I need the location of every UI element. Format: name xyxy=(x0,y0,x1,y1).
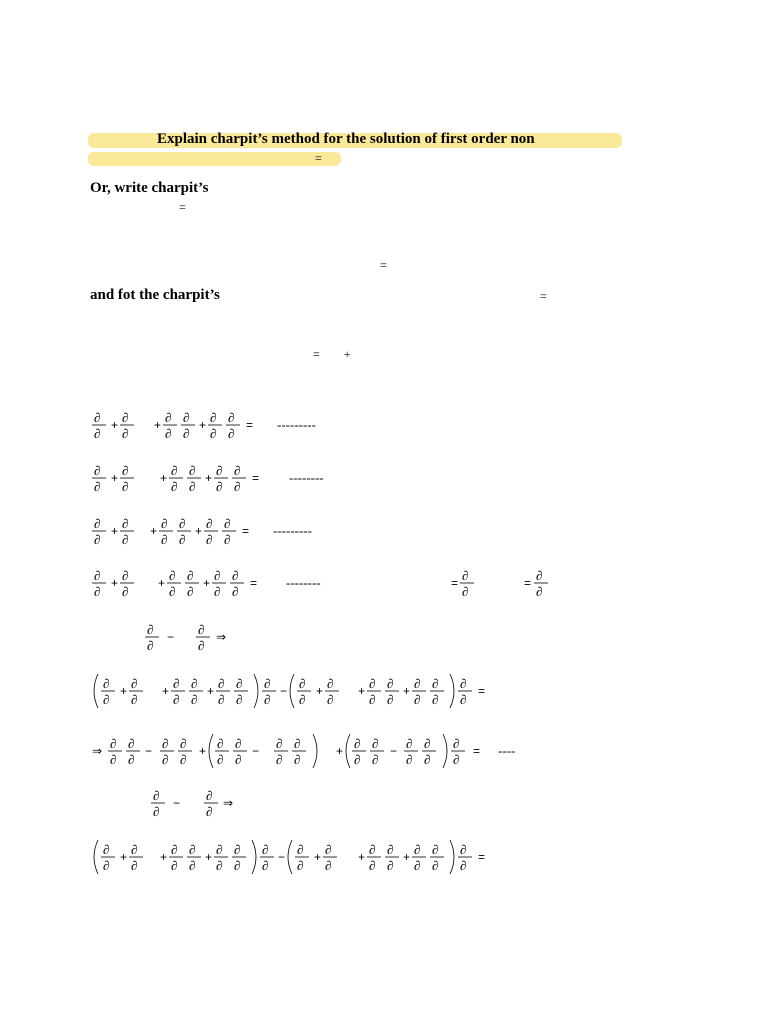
partial-numerator: ∂ xyxy=(103,842,110,857)
partial-numerator: ∂ xyxy=(122,410,129,425)
partial-denominator: ∂ xyxy=(299,692,306,707)
right-paren xyxy=(252,840,256,874)
partial-denominator: ∂ xyxy=(147,638,154,653)
equals-sign: = xyxy=(524,576,532,590)
equals-sign: = xyxy=(478,684,486,698)
partial-numerator: ∂ xyxy=(147,622,154,637)
partial-numerator: ∂ xyxy=(228,410,235,425)
partial-denominator: ∂ xyxy=(460,858,467,873)
partial-numerator: ∂ xyxy=(325,842,332,857)
partial-numerator: ∂ xyxy=(94,568,101,583)
dashed-separator: --------- xyxy=(273,523,312,538)
partial-denominator: ∂ xyxy=(187,584,194,599)
partial-denominator: ∂ xyxy=(161,532,168,547)
partial-numerator: ∂ xyxy=(128,736,135,751)
partial-numerator: ∂ xyxy=(460,676,467,691)
partial-denominator: ∂ xyxy=(128,752,135,767)
partial-denominator: ∂ xyxy=(228,426,235,441)
right-paren xyxy=(313,734,317,768)
partial-denominator: ∂ xyxy=(216,858,223,873)
plus-sign: + xyxy=(199,418,207,432)
plus-sign: + xyxy=(150,524,158,538)
partial-denominator: ∂ xyxy=(122,532,129,547)
partial-numerator: ∂ xyxy=(153,788,160,803)
or-equals: = xyxy=(179,200,186,214)
partial-denominator: ∂ xyxy=(122,426,129,441)
partial-denominator: ∂ xyxy=(460,692,467,707)
partial-denominator: ∂ xyxy=(94,479,101,494)
partial-numerator: ∂ xyxy=(198,622,205,637)
partial-numerator: ∂ xyxy=(187,568,194,583)
partial-denominator: ∂ xyxy=(179,532,186,547)
partial-denominator: ∂ xyxy=(297,858,304,873)
partial-numerator: ∂ xyxy=(536,568,543,583)
partial-numerator: ∂ xyxy=(165,410,172,425)
partial-denominator: ∂ xyxy=(432,858,439,873)
question-equals: = xyxy=(315,151,322,165)
equals-sign: = xyxy=(451,576,459,590)
plus-sign: + xyxy=(120,850,128,864)
partial-numerator: ∂ xyxy=(432,676,439,691)
partial-numerator: ∂ xyxy=(327,676,334,691)
plus-sign: + xyxy=(160,850,168,864)
partial-denominator: ∂ xyxy=(432,692,439,707)
partial-denominator: ∂ xyxy=(536,584,543,599)
partial-numerator: ∂ xyxy=(369,676,376,691)
partial-denominator: ∂ xyxy=(198,638,205,653)
partial-denominator: ∂ xyxy=(262,858,269,873)
equals-sign: = xyxy=(250,576,258,590)
plus-sign: + xyxy=(205,471,213,485)
left-paren xyxy=(94,674,98,708)
partial-denominator: ∂ xyxy=(103,858,110,873)
mid-equals: = xyxy=(380,258,387,272)
plus-sign: + xyxy=(111,418,119,432)
partial-denominator: ∂ xyxy=(236,692,243,707)
plus-sign: + xyxy=(203,576,211,590)
partial-denominator: ∂ xyxy=(122,584,129,599)
plus-sign: + xyxy=(154,418,162,432)
partial-numerator: ∂ xyxy=(103,676,110,691)
partial-denominator: ∂ xyxy=(369,692,376,707)
partial-denominator: ∂ xyxy=(210,426,217,441)
partial-numerator: ∂ xyxy=(262,842,269,857)
partial-numerator: ∂ xyxy=(162,736,169,751)
minus-sign: − xyxy=(280,684,288,698)
dashed-separator: ---- xyxy=(498,743,516,758)
dashed-separator: -------- xyxy=(286,575,321,590)
plus-sign: + xyxy=(314,850,322,864)
partial-denominator: ∂ xyxy=(453,752,460,767)
minus-sign: − xyxy=(278,850,286,864)
partial-denominator: ∂ xyxy=(216,479,223,494)
partial-denominator: ∂ xyxy=(235,752,242,767)
equals-sign: = xyxy=(478,850,486,864)
partial-numerator: ∂ xyxy=(236,676,243,691)
minus-sign: − xyxy=(167,630,175,644)
right-paren xyxy=(443,734,447,768)
partial-denominator: ∂ xyxy=(354,752,361,767)
question-title: Explain charpit’s method for the solution of first order non xyxy=(157,131,535,147)
partial-denominator: ∂ xyxy=(264,692,271,707)
equals-sign: = xyxy=(242,524,250,538)
partial-numerator: ∂ xyxy=(179,516,186,531)
partial-denominator: ∂ xyxy=(214,584,221,599)
partial-denominator: ∂ xyxy=(165,426,172,441)
partial-numerator: ∂ xyxy=(234,842,241,857)
partial-numerator: ∂ xyxy=(276,736,283,751)
plus-sign: + xyxy=(336,744,344,758)
partial-denominator: ∂ xyxy=(94,584,101,599)
plus-sign: + xyxy=(158,576,166,590)
partial-denominator: ∂ xyxy=(372,752,379,767)
partial-numerator: ∂ xyxy=(453,736,460,751)
plus-sign: + xyxy=(358,684,366,698)
partial-numerator: ∂ xyxy=(206,516,213,531)
partial-denominator: ∂ xyxy=(110,752,117,767)
plus-sign: + xyxy=(160,471,168,485)
partial-denominator: ∂ xyxy=(294,752,301,767)
or-heading: Or, write charpit’s xyxy=(90,180,209,196)
implies-arrow: ⇒ xyxy=(92,744,103,758)
partial-denominator: ∂ xyxy=(162,752,169,767)
partial-denominator: ∂ xyxy=(327,692,334,707)
partial-numerator: ∂ xyxy=(131,676,138,691)
partial-denominator: ∂ xyxy=(406,752,413,767)
partial-denominator: ∂ xyxy=(171,479,178,494)
partial-denominator: ∂ xyxy=(191,692,198,707)
minus-sign: − xyxy=(173,796,181,810)
partial-numerator: ∂ xyxy=(171,463,178,478)
partial-denominator: ∂ xyxy=(369,858,376,873)
partial-numerator: ∂ xyxy=(169,568,176,583)
partial-numerator: ∂ xyxy=(414,676,421,691)
partial-numerator: ∂ xyxy=(372,736,379,751)
plus-sign: + xyxy=(207,684,215,698)
partial-denominator: ∂ xyxy=(232,584,239,599)
minus-sign: − xyxy=(145,744,153,758)
left-paren xyxy=(94,840,98,874)
partial-numerator: ∂ xyxy=(432,842,439,857)
plus-sign: + xyxy=(199,744,207,758)
partial-numerator: ∂ xyxy=(406,736,413,751)
partial-denominator: ∂ xyxy=(180,752,187,767)
partial-denominator: ∂ xyxy=(234,858,241,873)
partial-numerator: ∂ xyxy=(131,842,138,857)
equals-sign: = xyxy=(473,744,481,758)
partial-denominator: ∂ xyxy=(217,752,224,767)
implies-arrow: ⇒ xyxy=(223,796,234,810)
dashed-separator: -------- xyxy=(289,470,324,485)
partial-denominator: ∂ xyxy=(153,804,160,819)
partial-denominator: ∂ xyxy=(218,692,225,707)
equals-sign: = xyxy=(252,471,260,485)
partial-denominator: ∂ xyxy=(94,426,101,441)
partial-numerator: ∂ xyxy=(189,842,196,857)
equals-sign: = xyxy=(246,418,254,432)
minus-sign: − xyxy=(390,744,398,758)
partial-numerator: ∂ xyxy=(264,676,271,691)
plus-sign: + xyxy=(111,524,119,538)
right-paren xyxy=(450,840,454,874)
partial-numerator: ∂ xyxy=(110,736,117,751)
partial-denominator: ∂ xyxy=(131,858,138,873)
partial-numerator: ∂ xyxy=(94,463,101,478)
partial-numerator: ∂ xyxy=(297,842,304,857)
partial-denominator: ∂ xyxy=(325,858,332,873)
plus-sign: + xyxy=(162,684,170,698)
partial-denominator: ∂ xyxy=(414,858,421,873)
partial-numerator: ∂ xyxy=(189,463,196,478)
partial-numerator: ∂ xyxy=(122,463,129,478)
partial-numerator: ∂ xyxy=(180,736,187,751)
partial-denominator: ∂ xyxy=(206,804,213,819)
plus-sign: + xyxy=(111,471,119,485)
partial-numerator: ∂ xyxy=(369,842,376,857)
partial-numerator: ∂ xyxy=(191,676,198,691)
partial-denominator: ∂ xyxy=(224,532,231,547)
partial-numerator: ∂ xyxy=(122,516,129,531)
plus-sign: + xyxy=(205,850,213,864)
right-paren xyxy=(254,674,258,708)
partial-numerator: ∂ xyxy=(299,676,306,691)
partial-denominator: ∂ xyxy=(276,752,283,767)
partial-denominator: ∂ xyxy=(183,426,190,441)
plus-sign: + xyxy=(316,684,324,698)
partial-denominator: ∂ xyxy=(387,692,394,707)
partial-denominator: ∂ xyxy=(189,479,196,494)
left-paren xyxy=(290,674,294,708)
left-paren xyxy=(288,840,292,874)
plus-sign: + xyxy=(403,850,411,864)
partial-numerator: ∂ xyxy=(210,410,217,425)
partial-denominator: ∂ xyxy=(94,532,101,547)
partial-numerator: ∂ xyxy=(94,516,101,531)
plus-sign: + xyxy=(195,524,203,538)
partial-numerator: ∂ xyxy=(173,676,180,691)
partial-denominator: ∂ xyxy=(122,479,129,494)
dz-equation: = + xyxy=(313,347,351,361)
partial-numerator: ∂ xyxy=(224,516,231,531)
partial-denominator: ∂ xyxy=(206,532,213,547)
partial-numerator: ∂ xyxy=(460,842,467,857)
left-paren xyxy=(346,734,350,768)
partial-denominator: ∂ xyxy=(171,858,178,873)
partial-denominator: ∂ xyxy=(462,584,469,599)
partial-denominator: ∂ xyxy=(387,858,394,873)
partial-numerator: ∂ xyxy=(216,842,223,857)
partial-numerator: ∂ xyxy=(171,842,178,857)
partial-numerator: ∂ xyxy=(161,516,168,531)
partial-numerator: ∂ xyxy=(424,736,431,751)
implies-arrow: ⇒ xyxy=(216,630,227,644)
plus-sign: + xyxy=(120,684,128,698)
partial-numerator: ∂ xyxy=(387,842,394,857)
plus-sign: + xyxy=(358,850,366,864)
partial-numerator: ∂ xyxy=(214,568,221,583)
partial-denominator: ∂ xyxy=(424,752,431,767)
partial-numerator: ∂ xyxy=(94,410,101,425)
partial-numerator: ∂ xyxy=(294,736,301,751)
partial-numerator: ∂ xyxy=(354,736,361,751)
partial-numerator: ∂ xyxy=(414,842,421,857)
partial-numerator: ∂ xyxy=(183,410,190,425)
partial-denominator: ∂ xyxy=(103,692,110,707)
partial-denominator: ∂ xyxy=(414,692,421,707)
right-paren xyxy=(450,674,454,708)
partial-numerator: ∂ xyxy=(216,463,223,478)
partial-numerator: ∂ xyxy=(206,788,213,803)
minus-sign: − xyxy=(252,744,260,758)
and-equals: = xyxy=(540,289,547,303)
partial-numerator: ∂ xyxy=(232,568,239,583)
partial-numerator: ∂ xyxy=(387,676,394,691)
left-paren xyxy=(209,734,213,768)
and-heading: and fot the charpit’s xyxy=(90,287,220,303)
plus-sign: + xyxy=(111,576,119,590)
partial-denominator: ∂ xyxy=(234,479,241,494)
partial-numerator: ∂ xyxy=(122,568,129,583)
partial-numerator: ∂ xyxy=(234,463,241,478)
dashed-separator: --------- xyxy=(277,417,316,432)
partial-denominator: ∂ xyxy=(189,858,196,873)
partial-numerator: ∂ xyxy=(217,736,224,751)
partial-numerator: ∂ xyxy=(218,676,225,691)
partial-denominator: ∂ xyxy=(173,692,180,707)
partial-denominator: ∂ xyxy=(131,692,138,707)
partial-denominator: ∂ xyxy=(169,584,176,599)
partial-numerator: ∂ xyxy=(235,736,242,751)
partial-numerator: ∂ xyxy=(462,568,469,583)
plus-sign: + xyxy=(403,684,411,698)
